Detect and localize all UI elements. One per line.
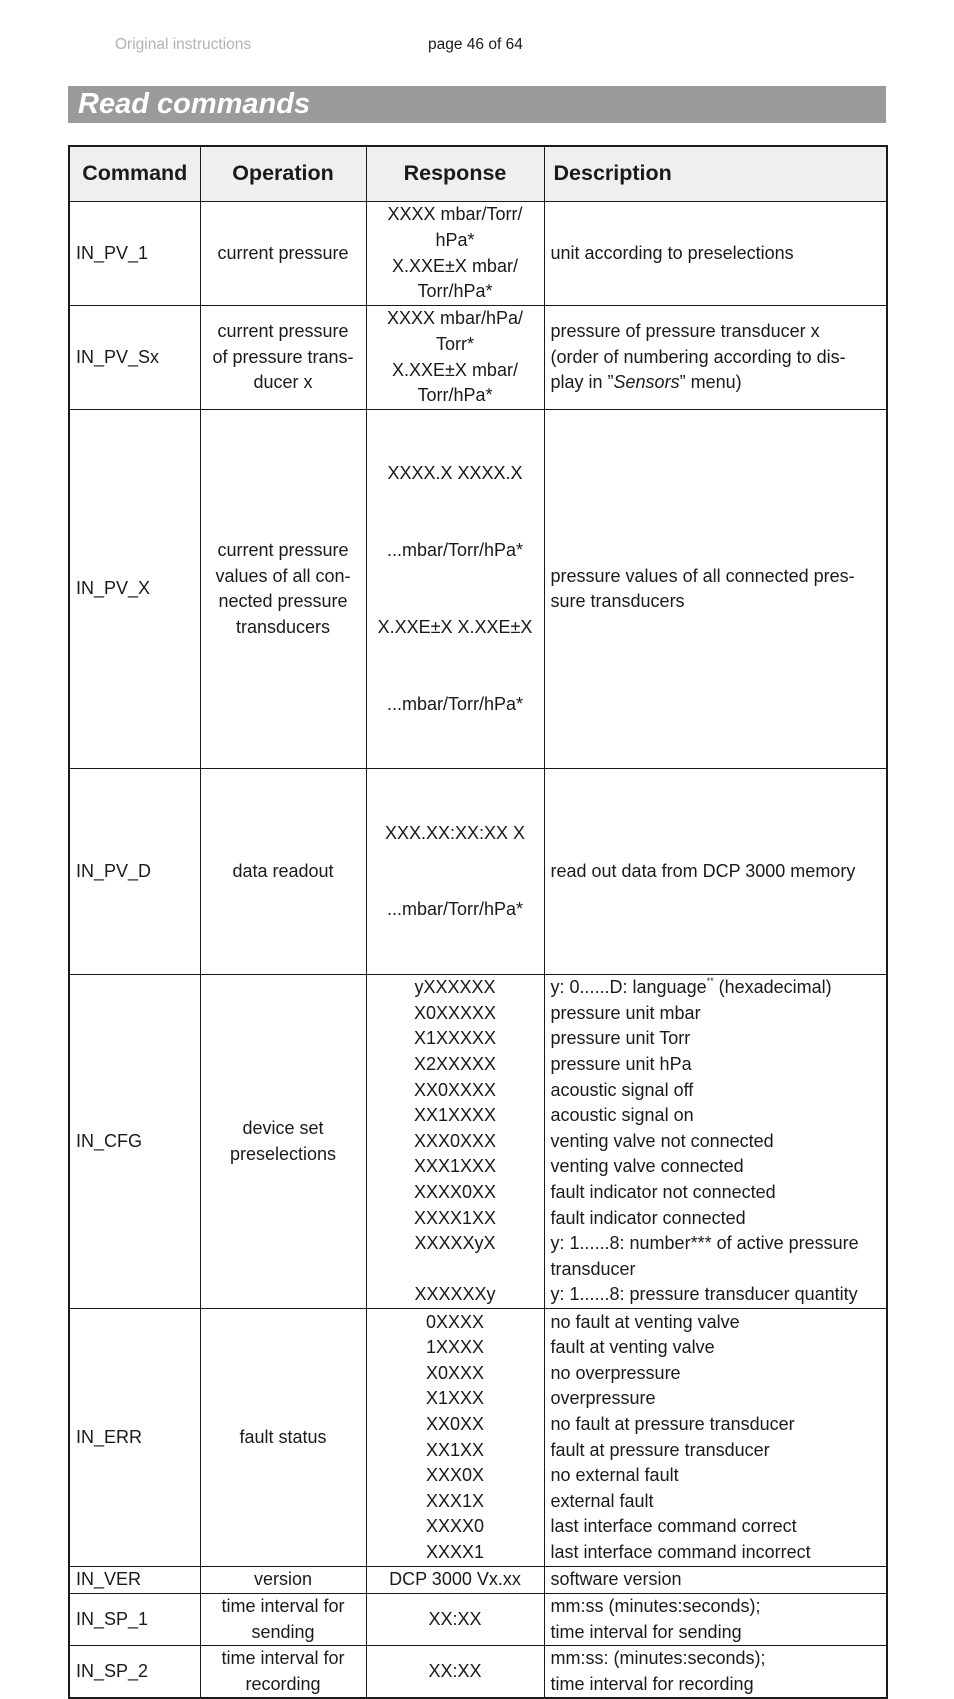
table-row	[69, 306, 887, 410]
description-cell	[544, 306, 887, 410]
operation-line: data readout	[232, 860, 334, 881]
column-header-response: Response	[366, 146, 544, 202]
section-title: Read commands	[78, 88, 311, 120]
response-line: XX:XX	[428, 1608, 482, 1629]
description-cell	[544, 202, 887, 306]
operation-cell	[200, 1567, 366, 1594]
response-line: XXX0X	[425, 1465, 485, 1486]
response-cell	[366, 1567, 544, 1594]
operation-cell	[200, 1309, 366, 1567]
description-line: mm:ss: (minutes:seconds);	[550, 1648, 766, 1669]
response-line: XX0XX	[425, 1413, 485, 1434]
operation-cell	[200, 769, 366, 975]
response-cell	[366, 769, 544, 975]
description-line	[551, 975, 883, 1001]
description-line: no fault at pressure transducer	[550, 1413, 795, 1434]
description-line: fault at venting valve	[550, 1337, 715, 1358]
description-line	[551, 370, 883, 396]
description-line: (order of numbering according to dis-	[550, 346, 846, 367]
description-cell	[544, 975, 887, 1309]
sensors-menu-name: Sensors	[613, 372, 680, 393]
table-row	[69, 410, 887, 769]
command-cell: IN_PV_Sx	[69, 306, 200, 410]
response-cell	[366, 410, 544, 769]
table-row	[69, 1309, 887, 1567]
description-line: last interface command correct	[550, 1516, 797, 1537]
table-row	[69, 202, 887, 306]
response-cell	[366, 975, 544, 1309]
response-line: yXXXXXX	[414, 977, 496, 998]
response-line: XX0XXXX	[413, 1079, 497, 1100]
header-left-text: Original instructions	[115, 36, 252, 53]
description-line: fault at pressure transducer	[550, 1439, 770, 1460]
operation-line: ducer x	[253, 372, 313, 393]
operation-cell	[200, 306, 366, 410]
response-cell	[366, 202, 544, 306]
response-line: X0XXX	[425, 1362, 485, 1383]
table-header-row	[69, 146, 887, 202]
operation-cell	[200, 1646, 366, 1699]
description-text: y: 0......D: language	[550, 977, 707, 998]
response-line: XXX.XX:XX:XX X	[384, 822, 526, 843]
response-line: Torr/hPa*	[417, 281, 493, 302]
response-line: XXXX mbar/Torr/	[387, 204, 523, 225]
description-line: software version	[550, 1569, 682, 1590]
description-cell	[544, 1567, 887, 1594]
operation-cell	[200, 202, 366, 306]
description-line: y: 1......8: number*** of active pressure	[550, 1233, 859, 1254]
operation-line: current pressure	[217, 242, 349, 263]
operation-line: current pressure	[217, 321, 349, 342]
description-line: fault indicator not connected	[550, 1181, 776, 1202]
description-line: external fault	[550, 1490, 654, 1511]
operation-line: current pressure	[217, 539, 349, 560]
command-cell: IN_CFG	[69, 975, 200, 1309]
description-line: no overpressure	[550, 1362, 681, 1383]
response-cell	[366, 1646, 544, 1699]
description-cell	[544, 769, 887, 975]
operation-cell	[200, 975, 366, 1309]
description-line: time interval for sending	[550, 1621, 742, 1642]
command-cell: IN_PV_1	[69, 202, 200, 306]
description-line: pressure unit mbar	[550, 1002, 701, 1023]
response-line: XXXX0	[425, 1516, 485, 1537]
operation-line: time interval for	[221, 1648, 345, 1669]
operation-line: device set	[242, 1117, 324, 1138]
response-line: ...mbar/Torr/hPa*	[386, 539, 524, 560]
operation-line: nected pressure	[218, 591, 348, 612]
response-line: Torr*	[435, 333, 474, 354]
operation-line: transducers	[235, 616, 331, 637]
response-line: X2XXXXX	[413, 1053, 497, 1074]
command-cell: IN_VER	[69, 1567, 200, 1594]
response-line: DCP 3000 Vx.xx	[389, 1569, 521, 1590]
response-line: X.XXE±X X.XXE±X	[377, 616, 533, 637]
description-text: play in ”	[550, 372, 614, 393]
operation-line: recording	[245, 1673, 321, 1694]
description-line: y: 1......8: pressure transducer quantity	[550, 1284, 858, 1305]
operation-line: sending	[251, 1621, 315, 1642]
operation-cell	[200, 410, 366, 769]
response-line: 1XXXX	[425, 1337, 485, 1358]
response-line: X.XXE±X mbar/	[392, 359, 518, 380]
response-line: Torr/hPa*	[417, 385, 493, 406]
description-line: no fault at venting valve	[550, 1311, 740, 1332]
description-line: no external fault	[550, 1465, 679, 1486]
page-number: page 46 of 64	[428, 36, 523, 53]
description-line: pressure unit Torr	[550, 1028, 691, 1049]
response-line: XX1XX	[425, 1439, 485, 1460]
response-spacer	[369, 1257, 542, 1283]
response-line: XX1XXXX	[413, 1105, 497, 1126]
description-line: mm:ss (minutes:seconds);	[550, 1596, 761, 1617]
operation-line: values of all con-	[215, 565, 351, 586]
response-line: XXXXXyX	[414, 1233, 496, 1254]
response-line: XXXX mbar/hPa/	[386, 308, 524, 329]
description-line: venting valve connected	[550, 1156, 744, 1177]
description-line: venting valve not connected	[550, 1130, 774, 1151]
response-line: X1XXXXX	[413, 1028, 497, 1049]
response-line: XXXX1XX	[413, 1207, 497, 1228]
table-row	[69, 975, 887, 1309]
description-line: pressure of pressure transducer x	[550, 321, 820, 342]
response-line: XXXX0XX	[413, 1181, 497, 1202]
command-cell: IN_ERR	[69, 1309, 200, 1567]
table-row	[69, 1594, 887, 1646]
read-commands-table	[68, 145, 888, 1699]
column-header-description: Description	[544, 146, 887, 202]
operation-line: of pressure trans-	[212, 346, 354, 367]
response-cell	[366, 1594, 544, 1646]
response-line: ...mbar/Torr/hPa*	[386, 693, 524, 714]
column-header-operation: Operation	[200, 146, 366, 202]
response-line: X1XXX	[425, 1388, 485, 1409]
response-line: hPa*	[435, 229, 475, 250]
footnote-marker: **	[706, 976, 714, 987]
description-text: ” menu)	[679, 372, 742, 393]
description-line: pressure values of all connected pres-	[550, 565, 855, 586]
command-cell: IN_PV_X	[69, 410, 200, 769]
response-line: XXX0XXX	[413, 1130, 497, 1151]
description-line: read out data from DCP 3000 memory	[550, 860, 856, 881]
response-line: X0XXXXX	[413, 1002, 497, 1023]
command-cell: IN_SP_1	[69, 1594, 200, 1646]
description-cell	[544, 410, 887, 769]
description-line: acoustic signal on	[550, 1105, 694, 1126]
description-line: transducer	[550, 1258, 636, 1279]
description-cell	[544, 1646, 887, 1699]
description-cell	[544, 1309, 887, 1567]
response-line: XXXX1	[425, 1541, 485, 1562]
description-line: acoustic signal off	[550, 1079, 694, 1100]
operation-cell	[200, 1594, 366, 1646]
description-line: time interval for recording	[550, 1673, 754, 1694]
operation-line: fault status	[239, 1426, 327, 1447]
response-line: XXXX.X XXXX.X	[387, 463, 523, 484]
table-row	[69, 769, 887, 975]
description-line: overpressure	[550, 1388, 656, 1409]
table-row	[69, 1646, 887, 1699]
table-row	[69, 1567, 887, 1594]
response-line: XXX1XXX	[413, 1156, 497, 1177]
response-line: ...mbar/Torr/hPa*	[386, 899, 524, 920]
operation-line: version	[253, 1569, 313, 1590]
description-line: last interface command incorrect	[550, 1541, 811, 1562]
description-line: fault indicator connected	[550, 1207, 746, 1228]
description-text: (hexadecimal)	[713, 977, 832, 998]
response-line: XXXXXXy	[414, 1284, 496, 1305]
description-line: unit according to preselections	[550, 242, 794, 263]
response-line: XXX1X	[425, 1490, 485, 1511]
response-cell	[366, 306, 544, 410]
column-header-command: Command	[69, 146, 200, 202]
description-line: pressure unit hPa	[550, 1053, 692, 1074]
description-cell	[544, 1594, 887, 1646]
operation-line: preselections	[229, 1143, 337, 1164]
description-line: sure transducers	[550, 591, 685, 612]
command-cell: IN_PV_D	[69, 769, 200, 975]
response-cell	[366, 1309, 544, 1567]
operation-line: time interval for	[221, 1596, 345, 1617]
response-line: 0XXXX	[425, 1311, 485, 1332]
section-banner	[68, 86, 886, 123]
response-line: X.XXE±X mbar/	[392, 255, 518, 276]
response-line: XX:XX	[428, 1661, 482, 1682]
command-cell: IN_SP_2	[69, 1646, 200, 1699]
